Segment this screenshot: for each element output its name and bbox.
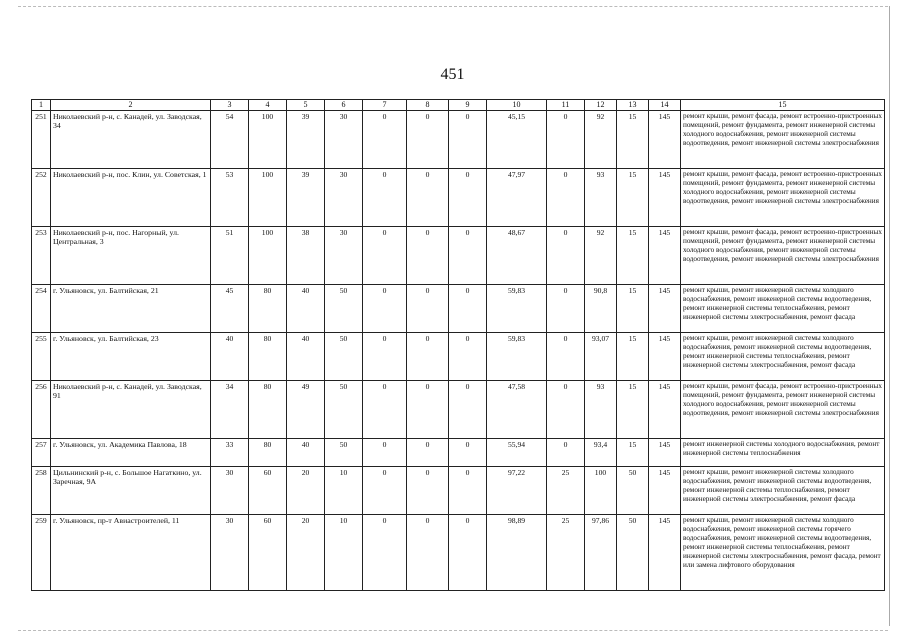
value-cell: 48,67 (487, 226, 547, 284)
column-header: 2 (51, 100, 211, 111)
column-header: 4 (249, 100, 287, 111)
row-number: 258 (32, 466, 51, 514)
value-cell: 100 (249, 226, 287, 284)
scan-edge-top (18, 6, 888, 7)
value-cell: 45,15 (487, 110, 547, 168)
value-cell: 0 (547, 332, 585, 380)
column-header: 14 (649, 100, 681, 111)
value-cell: 15 (617, 284, 649, 332)
column-header: 10 (487, 100, 547, 111)
value-cell: 0 (407, 110, 449, 168)
value-cell: 0 (547, 168, 585, 226)
value-cell: 145 (649, 284, 681, 332)
value-cell: 0 (363, 332, 407, 380)
value-cell: 60 (249, 514, 287, 590)
value-cell: 15 (617, 168, 649, 226)
value-cell: 0 (363, 284, 407, 332)
value-cell: 15 (617, 226, 649, 284)
row-number: 255 (32, 332, 51, 380)
works-description-cell: ремонт крыши, ремонт инженерной системы холодного водоснабжения, ремонт инженерной системы водоотведения, ремонт инженерной системы теплоснабжения, ремонт инженерной системы электроснабжения, ремонт фасада (681, 284, 885, 332)
value-cell: 0 (547, 380, 585, 438)
address-cell: г. Ульяновск, ул. Балтийская, 21 (51, 284, 211, 332)
value-cell: 145 (649, 438, 681, 466)
value-cell: 54 (211, 110, 249, 168)
address-cell: Николаевский р-н, пос. Нагорный, ул. Центральная, 3 (51, 226, 211, 284)
value-cell: 0 (407, 226, 449, 284)
value-cell: 30 (325, 226, 363, 284)
value-cell: 145 (649, 226, 681, 284)
value-cell: 145 (649, 168, 681, 226)
address-cell: г. Ульяновск, пр-т Авиастроителей, 11 (51, 514, 211, 590)
value-cell: 50 (617, 466, 649, 514)
works-description-cell: ремонт крыши, ремонт инженерной системы холодного водоснабжения, ремонт инженерной системы горячего водоснабжения, ремонт инженерной системы водоотведения, ремонт инженерной системы теплоснабжения, ремонт инженерной системы электроснабжения, ремонт фасада, ремонт или замена лифтового оборудования (681, 514, 885, 590)
value-cell: 0 (407, 332, 449, 380)
value-cell: 97,86 (585, 514, 617, 590)
value-cell: 45 (211, 284, 249, 332)
value-cell: 0 (407, 284, 449, 332)
value-cell: 33 (211, 438, 249, 466)
works-description-cell: ремонт крыши, ремонт фасада, ремонт встроенно-пристроенных помещений, ремонт фундамента, ремонт инженерной системы холодного водоснабжения, ремонт инженерной системы водоотведения, ремонт инженерной системы электроснабжения (681, 380, 885, 438)
value-cell: 98,89 (487, 514, 547, 590)
value-cell: 0 (547, 438, 585, 466)
table-row (32, 110, 885, 168)
value-cell: 100 (249, 168, 287, 226)
table-row (32, 332, 885, 380)
works-description-cell: ремонт крыши, ремонт инженерной системы холодного водоснабжения, ремонт инженерной системы водоотведения, ремонт инженерной системы теплоснабжения, ремонт инженерной системы электроснабжения, ремонт фасада (681, 332, 885, 380)
value-cell: 0 (407, 380, 449, 438)
row-number: 253 (32, 226, 51, 284)
value-cell: 40 (211, 332, 249, 380)
address-cell: Николаевский р-н, пос. Клин, ул. Советская, 1 (51, 168, 211, 226)
scan-edge-bottom (18, 630, 888, 631)
column-header: 11 (547, 100, 585, 111)
column-header: 8 (407, 100, 449, 111)
value-cell: 145 (649, 110, 681, 168)
repair-program-table (31, 99, 885, 591)
value-cell: 30 (325, 168, 363, 226)
address-cell: г. Ульяновск, ул. Балтийская, 23 (51, 332, 211, 380)
value-cell: 53 (211, 168, 249, 226)
value-cell: 100 (585, 466, 617, 514)
value-cell: 0 (449, 226, 487, 284)
value-cell: 30 (325, 110, 363, 168)
value-cell: 145 (649, 466, 681, 514)
value-cell: 59,83 (487, 332, 547, 380)
table-row (32, 284, 885, 332)
value-cell: 0 (449, 380, 487, 438)
value-cell: 50 (325, 380, 363, 438)
value-cell: 145 (649, 332, 681, 380)
value-cell: 15 (617, 332, 649, 380)
value-cell: 25 (547, 466, 585, 514)
value-cell: 97,22 (487, 466, 547, 514)
value-cell: 60 (249, 466, 287, 514)
value-cell: 20 (287, 466, 325, 514)
address-cell: Николаевский р-н, с. Канадей, ул. Заводская, 91 (51, 380, 211, 438)
value-cell: 15 (617, 438, 649, 466)
value-cell: 47,97 (487, 168, 547, 226)
value-cell: 30 (211, 514, 249, 590)
value-cell: 0 (449, 438, 487, 466)
address-cell: Николаевский р-н, с. Канадей, ул. Заводская, 34 (51, 110, 211, 168)
value-cell: 39 (287, 110, 325, 168)
works-description-cell: ремонт крыши, ремонт фасада, ремонт встроенно-пристроенных помещений, ремонт фундамента, ремонт инженерной системы холодного водоснабжения, ремонт инженерной системы водоотведения, ремонт инженерной системы электроснабжения (681, 226, 885, 284)
value-cell: 80 (249, 284, 287, 332)
column-header: 9 (449, 100, 487, 111)
page-number: 451 (440, 66, 465, 83)
value-cell: 40 (287, 332, 325, 380)
table-row (32, 380, 885, 438)
table-row (32, 514, 885, 590)
value-cell: 0 (547, 110, 585, 168)
column-header: 1 (32, 100, 51, 111)
row-number: 257 (32, 438, 51, 466)
value-cell: 0 (407, 168, 449, 226)
value-cell: 51 (211, 226, 249, 284)
value-cell: 0 (449, 332, 487, 380)
value-cell: 0 (449, 110, 487, 168)
value-cell: 0 (363, 438, 407, 466)
works-description-cell: ремонт крыши, ремонт инженерной системы холодного водоснабжения, ремонт инженерной системы водоотведения, ремонт инженерной системы теплоснабжения, ремонт инженерной системы электроснабжения, ремонт фасада (681, 466, 885, 514)
value-cell: 93 (585, 168, 617, 226)
value-cell: 0 (449, 284, 487, 332)
value-cell: 93 (585, 380, 617, 438)
value-cell: 59,83 (487, 284, 547, 332)
column-number-row (32, 100, 885, 111)
value-cell: 38 (287, 226, 325, 284)
address-cell: Цильнинский р-н, с. Большое Нагаткино, ул. Заречная, 9А (51, 466, 211, 514)
value-cell: 100 (249, 110, 287, 168)
column-header: 13 (617, 100, 649, 111)
value-cell: 0 (449, 466, 487, 514)
row-number: 256 (32, 380, 51, 438)
value-cell: 0 (407, 466, 449, 514)
table-row (32, 168, 885, 226)
column-header: 6 (325, 100, 363, 111)
value-cell: 0 (407, 514, 449, 590)
value-cell: 90,8 (585, 284, 617, 332)
value-cell: 10 (325, 514, 363, 590)
table-row (32, 466, 885, 514)
value-cell: 34 (211, 380, 249, 438)
value-cell: 80 (249, 438, 287, 466)
column-header: 15 (681, 100, 885, 111)
column-header: 7 (363, 100, 407, 111)
value-cell: 145 (649, 380, 681, 438)
value-cell: 0 (363, 514, 407, 590)
value-cell: 93,4 (585, 438, 617, 466)
row-number: 252 (32, 168, 51, 226)
value-cell: 20 (287, 514, 325, 590)
value-cell: 0 (363, 110, 407, 168)
value-cell: 0 (449, 514, 487, 590)
scan-edge-right (889, 6, 890, 626)
value-cell: 93,07 (585, 332, 617, 380)
value-cell: 55,94 (487, 438, 547, 466)
value-cell: 50 (617, 514, 649, 590)
row-number: 254 (32, 284, 51, 332)
table-row (32, 226, 885, 284)
value-cell: 92 (585, 226, 617, 284)
value-cell: 49 (287, 380, 325, 438)
value-cell: 15 (617, 380, 649, 438)
value-cell: 25 (547, 514, 585, 590)
row-number: 259 (32, 514, 51, 590)
value-cell: 40 (287, 438, 325, 466)
value-cell: 47,58 (487, 380, 547, 438)
value-cell: 39 (287, 168, 325, 226)
value-cell: 92 (585, 110, 617, 168)
value-cell: 0 (363, 226, 407, 284)
works-description-cell: ремонт крыши, ремонт фасада, ремонт встроенно-пристроенных помещений, ремонт фундамента, ремонт инженерной системы холодного водоснабжения, ремонт инженерной системы водоотведения, ремонт инженерной системы электроснабжения (681, 168, 885, 226)
value-cell: 0 (407, 438, 449, 466)
value-cell: 0 (449, 168, 487, 226)
value-cell: 80 (249, 380, 287, 438)
value-cell: 30 (211, 466, 249, 514)
value-cell: 0 (363, 380, 407, 438)
column-header: 3 (211, 100, 249, 111)
column-header: 5 (287, 100, 325, 111)
value-cell: 145 (649, 514, 681, 590)
value-cell: 0 (547, 284, 585, 332)
value-cell: 10 (325, 466, 363, 514)
value-cell: 40 (287, 284, 325, 332)
value-cell: 80 (249, 332, 287, 380)
row-number: 251 (32, 110, 51, 168)
column-header: 12 (585, 100, 617, 111)
value-cell: 50 (325, 438, 363, 466)
works-description-cell: ремонт инженерной системы холодного водоснабжения, ремонт инженерной системы теплоснабжения (681, 438, 885, 466)
address-cell: г. Ульяновск, ул. Академика Павлова, 18 (51, 438, 211, 466)
table-row (32, 438, 885, 466)
value-cell: 50 (325, 332, 363, 380)
value-cell: 50 (325, 284, 363, 332)
value-cell: 0 (547, 226, 585, 284)
value-cell: 0 (363, 168, 407, 226)
value-cell: 0 (363, 466, 407, 514)
value-cell: 15 (617, 110, 649, 168)
works-description-cell: ремонт крыши, ремонт фасада, ремонт встроенно-пристроенных помещений, ремонт фундамента, ремонт инженерной системы холодного водоснабжения, ремонт инженерной системы водоотведения, ремонт инженерной системы электроснабжения (681, 110, 885, 168)
